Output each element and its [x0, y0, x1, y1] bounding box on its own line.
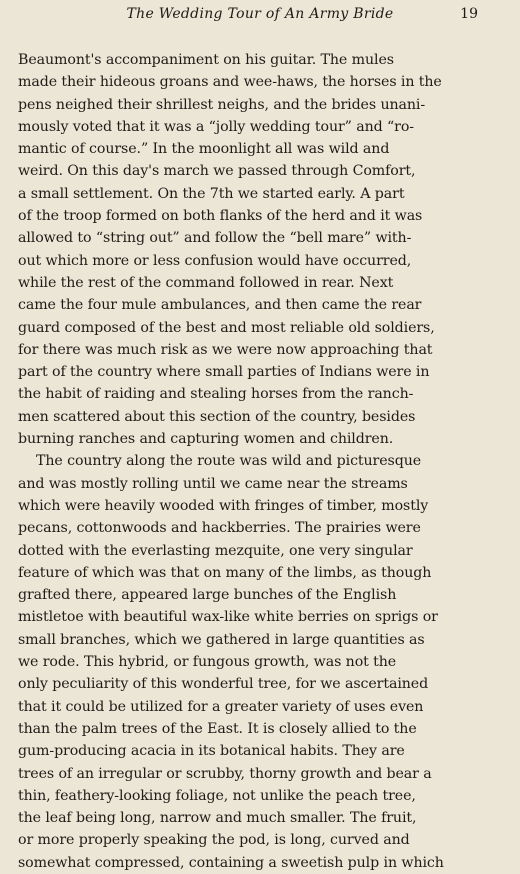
text-line: mously voted that it was a “jolly wedding tour” and “ro-	[18, 118, 414, 135]
text-line: out which more or less confusion would have occurred,	[18, 252, 412, 269]
body-text	[18, 49, 488, 874]
text-line: The country along the route was wild and picturesque	[36, 453, 422, 470]
text-line: only peculiarity of this wonderful tree, for we ascertained	[18, 676, 429, 693]
text-line: or more properly speaking the pod, is long, curved and	[18, 832, 410, 849]
text-line: came the four mule ambulances, and then came the rear	[18, 297, 422, 314]
text-line: somewhat compressed, containing a sweetish pulp in which	[18, 854, 444, 871]
text-line: while the rest of the command followed in rear. Next	[18, 274, 394, 291]
text-line: mistletoe with beautiful wax-like white berries on sprigs or	[18, 609, 438, 626]
text-line: which were heavily wooded with fringes of timber, mostly	[18, 497, 429, 514]
text-line: burning ranches and capturing women and children.	[18, 431, 394, 448]
paragraph	[18, 450, 488, 874]
text-line: we rode. This hybrid, or fungous growth, was not the	[18, 654, 397, 671]
running-head-title: The Wedding Tour of An Army Bride	[126, 6, 394, 22]
text-line: the leaf being long, narrow and much smaller. The fruit,	[18, 810, 417, 827]
text-line: the habit of raiding and stealing horses from the ranch-	[18, 386, 414, 403]
text-line: pens neighed their shrillest neighs, and the brides unani-	[18, 96, 426, 113]
text-line: gum-producing acacia in its botanical habits. They are	[18, 743, 405, 760]
text-line: part of the country where small parties of Indians were in	[18, 364, 430, 381]
text-line: trees of an irregular or scrubby, thorny growth and bear a	[18, 765, 432, 782]
text-line: mantic of course.” In the moonlight all was wild and	[18, 141, 390, 158]
text-line: for there was much risk as we were now approaching that	[18, 341, 433, 358]
text-line: weird. On this day's march we passed through Comfort,	[18, 163, 416, 180]
text-line: that it could be utilized for a greater variety of uses even	[18, 698, 424, 715]
text-line: than the palm trees of the East. It is closely allied to the	[18, 720, 417, 737]
text-line: guard composed of the best and most reliable old soldiers,	[18, 319, 435, 336]
text-line: Beaumont's accompaniment on his guitar. The mules	[18, 52, 394, 68]
text-line: grafted there, appeared large bunches of the English	[18, 587, 397, 604]
text-line: of the troop formed on both flanks of the herd and it was	[18, 208, 423, 225]
page-number: 19	[460, 6, 478, 22]
text-line: dotted with the everlasting mezquite, one very singular	[18, 542, 413, 559]
paragraph	[18, 49, 488, 450]
text-line: a small settlement. On the 7th we started early. A part	[18, 185, 405, 202]
text-line: made their hideous groans and wee-haws, the horses in the	[18, 74, 442, 91]
text-line: small branches, which we gathered in large quantities as	[18, 631, 425, 648]
text-line: pecans, cottonwoods and hackberries. The prairies were	[18, 520, 421, 537]
text-line: allowed to “string out” and follow the “bell mare” with-	[18, 230, 412, 247]
text-line: men scattered about this section of the country, besides	[18, 408, 416, 425]
text-line: feature of which was that on many of the limbs, as though	[18, 564, 432, 581]
text-line: thin, feathery-looking foliage, not unlike the peach tree,	[18, 787, 416, 804]
text-line: and was mostly rolling until we came near the streams	[18, 475, 408, 492]
